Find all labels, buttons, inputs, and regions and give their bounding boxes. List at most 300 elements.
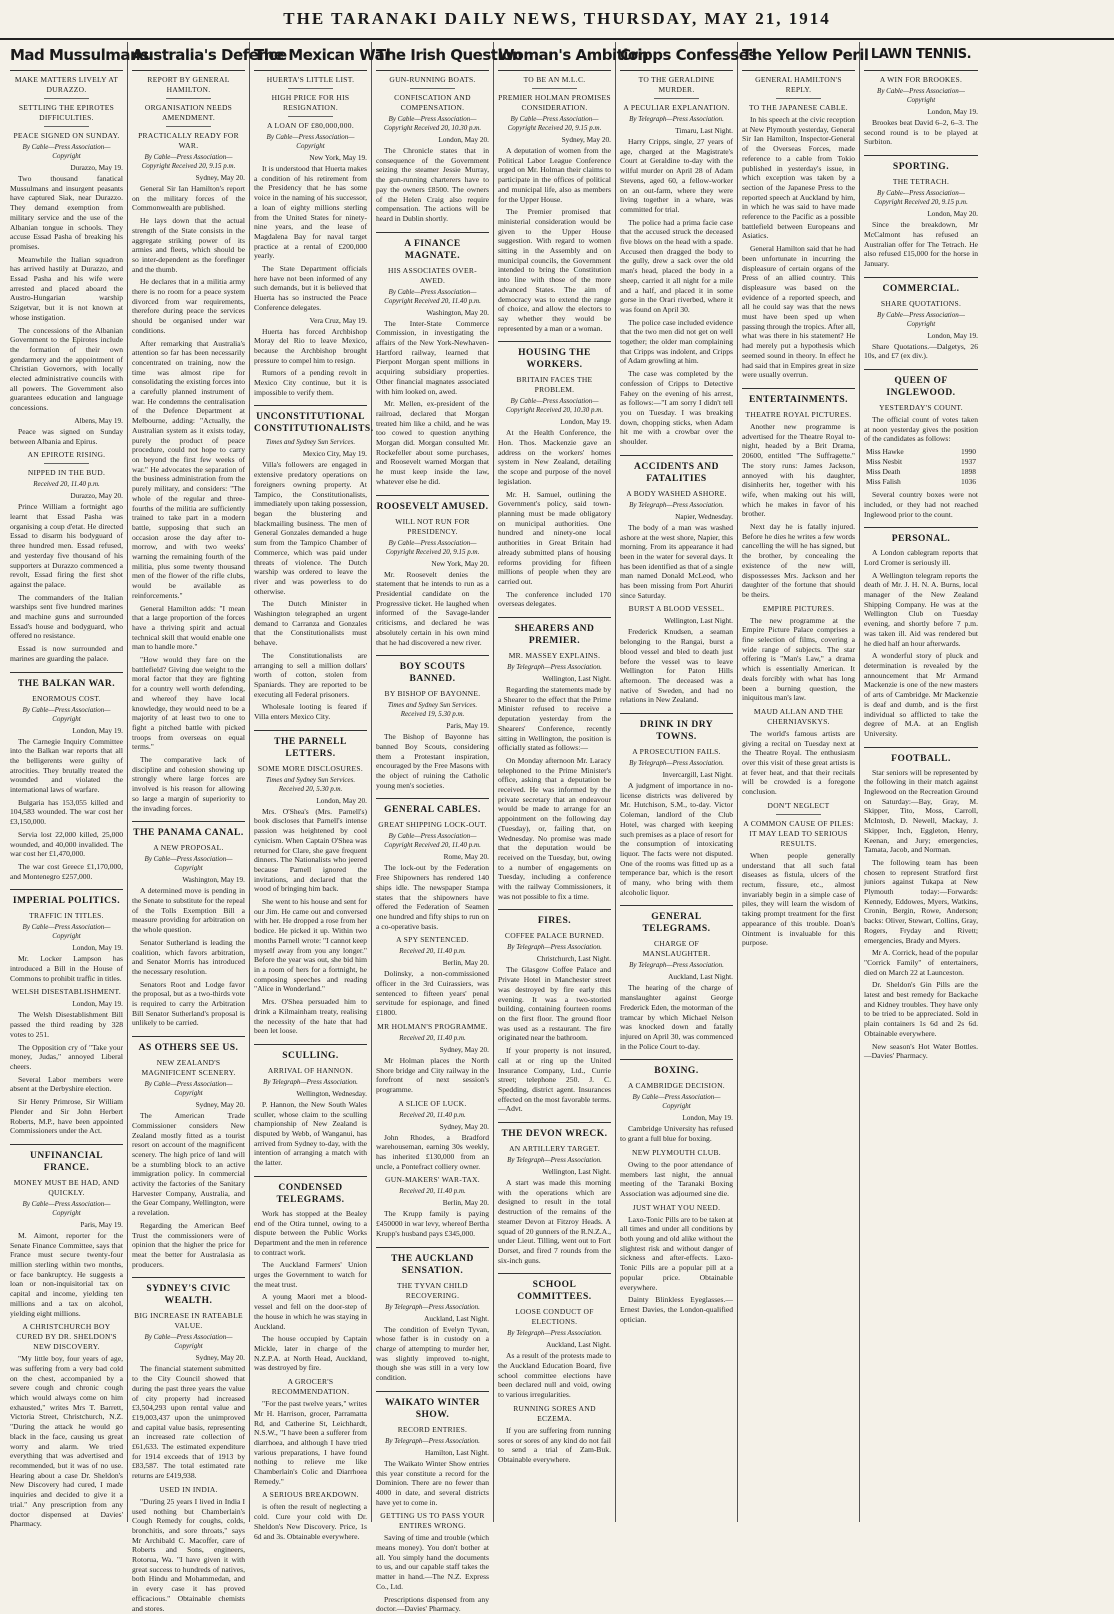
column-headline: The Irish Question (376, 42, 489, 71)
wire-credit: Times and Sydney Sun Services. (265, 438, 356, 447)
article-paragraph: The body of a man was washed ashore at the west shore, Napier, this morning. From its appearance it had been in the water for several days. It has been identified as that of a single man named Donald McLeod, who has been missing from Port Ahuriri since Saturday. (620, 522, 733, 600)
article-paragraph: The Welsh Disestablishment Bill passed the third reading by 328 votes to 251. (10, 1010, 123, 1039)
article (10, 1322, 123, 1529)
candidate-name: Miss Hawke (866, 447, 904, 457)
article-subhead: MAUD ALLAN AND THE CHERNIAVSKYS. (753, 706, 844, 726)
column-3 (250, 42, 392, 1541)
dateline: Sydney, May 20. (439, 1044, 489, 1054)
article-paragraph: He declares that in a militia army there is no room for a peace system divorced from war requirements, therefore during peace the services should be organised under war conditions. (132, 277, 245, 335)
article-subhead: AN ARTILLERY TARGET. (509, 1144, 600, 1154)
article-subhead: A WIN FOR BROOKES. (879, 75, 963, 84)
article-paragraph: A judgment of importance in no-license districts was delivered by Mr. Hutchison, S.M., to-day. Victor Coleman, landlord of the Club Hotel, was charged with keeping such premises as a place of resort for the consumption of intoxicating liquor. The facts were not disputed. One of the rooms was fitted up as a temperance bar, which is the resort of many, who bring with them alcoholic liquor. (620, 781, 733, 897)
article (864, 369, 978, 519)
article-subhead: NEW ZEALAND'S MAGNIFICENT SCENERY. (141, 1058, 236, 1078)
article (498, 1046, 611, 1114)
article-subhead: TRAFFIC IN TITLES. (29, 911, 104, 921)
article-headline: FIRES. (498, 909, 611, 927)
article (620, 905, 733, 1051)
article-headline: PERSONAL. (864, 527, 978, 545)
article (620, 455, 733, 601)
newspaper-columns (6, 42, 1108, 1614)
article-paragraph: Servia lost 22,000 killed, 25,000 wounded, and 40,000 invalided. The war cost her £1,470,000. (10, 829, 123, 859)
article-paragraph: "For the past twelve years," writes Mr H. Harrison, grocer, Parramatta Rd, and Catherine St, Leichhardt, N.S.W., "I have been a sufferer from diarrhoea, and although I have tried various preparations, I have found nothing to relieve me like Chamberlain's Colic and Diarrhoea Remedy." (254, 1399, 367, 1486)
dateline: Auckland, Last Night. (546, 1340, 611, 1350)
article-paragraph: Bulgaria has 153,055 killed and 104,583 wounded. The war cost her £3,150,000. (10, 797, 123, 827)
article-headline: GENERAL CABLES. (376, 798, 489, 816)
candidate-name: Miss Death (866, 467, 901, 477)
wire-credit: Received 20, 11.40 p.m. (399, 1187, 466, 1196)
article (376, 1511, 489, 1614)
vote-row (864, 477, 978, 487)
article-paragraph: The police had a prima facie case that the accused struck the deceased five blows on the head with a spade. Accused then dragged the body to the gully, drew a sack over the old man's head, placed the body in a sheep, carried it all night for a mile and a half, and placed it in some gorse in the Orari riverbed, where it was found on April 30. (620, 217, 733, 314)
article-paragraph: Rumors of a pending revolt in Mexico City continue, but it is impossible to verify them. (254, 368, 367, 397)
article-headline: THE PANAMA CANAL. (132, 821, 245, 839)
article-headline: SHEARERS AND PREMIER. (498, 617, 611, 647)
article-paragraph: Harry Cripps, single, 27 years of age, charged at the Magistrate's Court at Geraldine to-day with the wilful murder on April 28 of Adam Stevens, aged 60, a fellow-worker on an out-farm, where they were living together in a whare, was committed for trial. (620, 137, 733, 214)
article-subhead: LOOSE CONDUCT OF ELECTIONS. (515, 1307, 594, 1327)
article-subhead: RECORD ENTRIES. (397, 1424, 468, 1434)
article-paragraph: Mr. Locker Lampson has introduced a Bill in the House of Commons to prohibit traffic in titles. (10, 954, 123, 983)
article-subhead: A SERIOUS BREAKDOWN. (262, 1490, 359, 1500)
article-headline: WAIKATO WINTER SHOW. (376, 1391, 489, 1421)
dateline: Sydney, May 20. (561, 135, 611, 144)
article-paragraph: P. Hannon, the New South Wales sculler, whose claim to the sculling championship of New Zealand is disputed by Webb, of Wanganui, has arrived from Sydney to-day, with the intention of arranging a match with the latter. (254, 1099, 367, 1168)
article-subhead: A COMMON CAUSE OF PILES: IT MAY LEAD TO SERIOUS RESULTS. (743, 818, 854, 848)
wire-credit: By Telegraph—Press Association. (629, 115, 724, 123)
article-paragraph: Star seniors will be represented by the following in their match against Inglewood on the Recreation Ground on Saturday:—Bay, Gray, M. Skipper, Tito, Moss, Carroll, McIntosh, D. Newell, Mackay, J. Skipper, Inch, Eggleton, Henry, Keenan, and Jury; emergencies, Tamata, Jacob, and Norman. (864, 767, 978, 855)
article-headline: DRINK IN DRY TOWNS. (620, 713, 733, 743)
article-subhead: SHARE QUOTATIONS. (880, 298, 962, 308)
article-paragraph: Huerta has forced Archbishop Moray del Rio to leave Mexico, because the Archbishop brought pressure to compel him to resign. (254, 326, 367, 365)
article-paragraph: General Hamilton adds: "I mean that a large proportion of the forces have a thriving spirit and actual technical skill that would enable one man to handle more." (132, 603, 245, 652)
article-subhead: USED IN INDIA. (159, 1484, 218, 1494)
article (498, 1273, 611, 1400)
article-subhead: ENORMOUS COST. (32, 693, 101, 703)
article-paragraph: A young Maori met a blood-vessel and fell on the door-step of the house in which he was staying in Auckland. (254, 1292, 367, 1331)
article-paragraph: The financial statement submitted to the City Council showed that during the past three years the value of city property had increased £3,504,293 upon rental value and £19,003,437 upon the unimproved and capital value basis, representing an increased rate collection of £61,633. The estimated expenditure for 1914 exceeds that of 1913 by £83,587. The total estimated rate returns are £419,938. (132, 1364, 245, 1481)
wire-credit: By Cable—Press Association—Copyright Received 20, 9.15 p.m. (141, 153, 236, 170)
article-subhead: THE TYVAN CHILD RECOVERING. (397, 1280, 468, 1300)
article-subhead: SETTLING THE EPIROTES DIFFICULTIES. (18, 103, 115, 122)
article-paragraph: Cambridge University has refused to grant a full blue for boxing. (620, 1124, 733, 1144)
article-subhead: YESTERDAY'S COUNT. (879, 403, 963, 413)
column-headline: Australia's Defence (132, 42, 245, 71)
wire-credit: By Telegraph—Press Association. (629, 759, 724, 768)
article (864, 527, 978, 738)
article-paragraph: Frederick Knudsen, a seaman belonging to the Rangai, burst a blood vessel and bled to death just before the vessel was to leave Wellington for Paton Hills afternoon. The deceased was a native of Sweden, and had no relations in New Zealand. (620, 627, 733, 705)
article (620, 1148, 733, 1199)
article-paragraph: The hearing of the charge of manslaughter against George Frederick Eden, the motorman of the tramcar by which Michael Nelson was knocked down and fatally injured on April 30, was commenced in the Police Court to-day. (620, 983, 733, 1051)
article-subhead: PRACTICALLY READY FOR WAR. (138, 131, 239, 150)
article-subhead: GUN-MAKERS' WAR-TAX. (385, 1175, 480, 1185)
wire-credit: By Cable—Press Association—Copyright Received 20, 11.40 p.m. (384, 287, 481, 305)
article-subhead: SOME MORE DISCLOSURES. (257, 763, 364, 773)
article-paragraph: General Hamilton said that he had been unfortunate in incurring the displeasure of certain organs of the Press of an allied country. This displeasure was based on the evidence of a reported speech, and all he could say was that the news must have been sped up when passing through the tropics. After all, what was there in his statement? He had merely put a hypothesis which seemed sound in theory. In effect he had said that in Empires great in size were usually overrun. (742, 244, 855, 380)
wire-credit: By Cable—Press Association—Copyright (877, 87, 965, 104)
article (498, 1122, 611, 1265)
dateline: Wellington, Last Night. (664, 616, 733, 626)
dateline: Rome, May 20. (443, 852, 489, 862)
dateline: London, May 19. (927, 107, 978, 116)
article (254, 730, 367, 1036)
article-subhead: MR. MASSEY EXPLAINS. (508, 651, 601, 661)
dateline: Timaru, Last Night. (675, 126, 733, 135)
article-headline: FOOTBALL. (864, 747, 978, 765)
article-paragraph: Villa's followers are engaged in extensive predatory operations on foreigners owning property. At Tampico, the Constitutionalists, immediately upon taking possession, began the blustering and blackmailing business. The men of General Gonzales demanded a huge sum from the Tampico Chamber of Commerce, which was paid under threats of violence. The Dutch warship was ordered to leave the river and was powerless to do otherwise. (254, 460, 367, 596)
dateline: London, May 19. (72, 943, 123, 953)
article-subhead: MONEY MUST BE HAD, AND QUICKLY. (13, 1177, 120, 1197)
column-1 (6, 42, 149, 1529)
article (132, 821, 245, 1028)
article (376, 232, 489, 487)
article-subhead: THE TETRACH. (892, 177, 950, 187)
wire-credit: By Cable—Press Association—Copyright (22, 923, 111, 941)
wire-credit: By Telegraph—Press Association. (507, 1329, 602, 1338)
article-subhead: RUNNING SORES AND ECZEMA. (513, 1403, 596, 1423)
vote-row (864, 457, 978, 467)
candidate-name: Miss Nesbit (866, 457, 903, 467)
article-paragraph: Prince William a fortnight ago learnt that Essad Pasha was organising a coup d'etat. He directed Essad to disarm his bodyguard of three hundred men. Essad refused, and yesterday five thousand of his supporters at Durazzo commenced a revolt, Essad firing the first shot against the palace. (10, 502, 123, 589)
article-paragraph: Mr. H. Samuel, outlining the Government's policy, said town-planning must be made obligatory on municipal authorities. One hundred and ninety-one local authorities in Great Britain had already submitted plans of housing reforms providing for fifteen millions of people when they are carried out. (498, 489, 611, 586)
article (254, 1176, 367, 1373)
article (254, 1044, 367, 1168)
article-paragraph: In his speech at the civic reception at New Plymouth yesterday, General Sir Ian Hamilton, Inspector-General of the Overseas Forces, made reference to a cable from Tokio published in yesterday's issue, in which exception was taken by a section of the Japanese Press to the reported speech at Auckland by him, in which he was said to have made reference to the Pacific as a possible battlefield between Europeans and Asiatics. (742, 115, 856, 241)
divider-rule (776, 98, 821, 99)
wire-credit: Received 20, 11.40 p.m. (399, 1110, 466, 1119)
article (132, 1277, 245, 1480)
article-paragraph: The following team has been chosen to represent Stratford first juniors against Tukapa at New Plymouth today:—Forwards: Kennedy, Eddowes, Myers, Watkins, Cronin, Bergin, Rowe, Anderson; backs: Oliver, Stewart, Collins, Gray, Rogers, Fryday and Rivett; emergencies, Brady and Myers. (864, 857, 978, 945)
article-subhead: CHARGE OF MANSLAUGHTER. (642, 939, 711, 959)
candidate-votes: 1898 (961, 467, 976, 477)
wire-credit: By Cable—Press Association—Copyright (144, 1333, 233, 1351)
dateline: Wellington, Wednesday. (296, 1088, 367, 1098)
article-paragraph: "During 25 years I lived in India I used nothing but Chamberlain's Cough Remedy for coughs, colds, bronchitis, and sore throats," says Mr Archibald C. Macoffer, care of Roberts and Sons, engineers, Rotorua, Wa. "I have given it with great success to hundreds of natives, both Hindu and Mohammedan, and in every case it has proved efficacious." Obtainable chemists and stores. (132, 1496, 245, 1613)
article-paragraph: The Bishop of Bayonne has banned Boy Scouts, considering them a Protestant inspiration, encouraged by the Free Masons with the object of ruining the Catholic young men's societies. (376, 732, 489, 790)
article-paragraph: The Waikato Winter Show entries this year constitute a record for the Dominion. There are no fewer than 4000 in date, and several districts have yet to come in. (376, 1458, 489, 1507)
column-headline: The Mexican War (254, 42, 367, 71)
article-subhead: TO THE GERALDINE MURDER. (638, 75, 715, 94)
article (742, 604, 855, 703)
article-paragraph: The Inter-State Commerce Commission, in investigating the affairs of the New York-Newhaven-Hartford railway, learned that Pierpont Morgan spent millions in acquiring subsidiary properties. Other financial magnates associated with him looked on, awed. (376, 318, 489, 396)
article-subhead: NIPPED IN THE BUD. (27, 468, 106, 478)
article (620, 1203, 733, 1325)
article (498, 341, 611, 609)
article (254, 316, 367, 398)
article-paragraph: Share Quotations.—Dalgetys, 26 10s, and £7 (ex div.). (864, 341, 978, 361)
article-subhead: JUST WHAT YOU NEED. (632, 1202, 721, 1212)
article-paragraph: A London cablegram reports that Lord Cromer is seriously ill. (864, 548, 978, 567)
article-subhead: WELSH DISESTABLISHMENT. (11, 987, 122, 997)
article-paragraph: Mrs. O'Shea's (Mrs. Parnell's) book discloses that Parnell's intense passion was heightened by cool cynicism. When Captain O'Shea was returned for Clare, she gave frequent dinners. The Nationalists who jeered because Parnell ignored the invitations, and declared that the wood of bringing him back. (254, 806, 367, 894)
dateline: Berlin, May 20. (442, 958, 489, 968)
column-5 (494, 42, 648, 1522)
article (498, 75, 611, 333)
article (498, 617, 611, 901)
article-headline: ENTERTAINMENTS. (742, 388, 855, 406)
wire-credit: By Cable—Press Association—Copyright (632, 1093, 721, 1111)
article (376, 935, 489, 1018)
article-subhead: GREAT SHIPPING LOCK-OUT. (378, 820, 487, 830)
article (254, 405, 374, 722)
divider-rule (44, 98, 89, 99)
dateline: Durazzo, May 19. (70, 163, 123, 172)
column-headline: Mad Mussulmans (10, 42, 123, 71)
article-paragraph: A start was made this morning with the operations which are designed to result in the total destruction of the remains of the steamer Devon at Fitzroy Heads. A squad of 20 gunners of the R.N.Z.A., under Lieut. Tilling, went out to Fort Dorset, and fired 7 rounds from the six-inch guns. (498, 1178, 611, 1265)
wire-credit: Received 20, 11.40 p.m. (399, 947, 466, 956)
article-paragraph: After remarking that Australia's attention so far has been necessarily concentrated on training, now the time was almost ripe for consolidating the existing forces into a carefully planned instrument of war. He condemns the centralisation of the Defence Department at Melbourne, adding: "Actually, the Australian system as it exists today, purely the product of peace procedure, could not hope to carry on beyond the first few weeks of war." He advocates the separation of the business administration from the purely military, and considers: "The whole of the regular and three-fourths of the militia are sufficiently trained to take part in a modern battle, supposing that such an occasion arose the day after to-morrow, and with two weeks' warning the remaining fourth of the militia, plus some twenty thousand men of the flower of the rifle clubs, would be available as reinforcements." (132, 338, 245, 600)
dateline: Auckland, Last Night. (424, 1313, 489, 1323)
column-4 (372, 42, 523, 1614)
dateline: London, May 19. (927, 330, 978, 340)
article-paragraph: The Glasgow Coffee Palace and Private Hotel in Manchester street was destroyed by fire early this evening. It was a two-storied building, containing fourteen rooms on the first floor. The ground floor was used as a restaurant. The fire originated near the bathroom. (498, 965, 611, 1043)
article (864, 155, 978, 269)
masthead (0, 0, 1114, 40)
article-subhead: ORGANISATION NEEDS AMENDMENT. (144, 103, 233, 122)
article-subhead: A BODY WASHED ASHORE. (626, 488, 727, 498)
article-paragraph: Senator Sutherland is leading the coalition, which favors arbitration, and Senator Morris has introduced the necessary resolution. (132, 937, 245, 976)
article-paragraph: Dolinsky, a non-commissioned officer in the 3rd Cuirassiers, was sentenced to fifteen years' penal servitude for espionage, and fined £1800. (376, 969, 489, 1018)
article-paragraph: The Constitutionalists are arranging to sell a million dollars' worth of cotton, stolen from Spaniards. They are reported to be executing all Federal prisoners. (254, 650, 367, 699)
article-paragraph: The conference included 170 overseas delegates. (498, 589, 611, 609)
dateline: Berlin, May 20. (442, 1198, 489, 1208)
dateline: Sydney, May 20. (195, 173, 245, 182)
article-paragraph: Next day he is fatally injured. Before he dies he writes a few words cancelling the will he has signed, but the brother, by concealing the existence of the new will, dispossesses Mrs. Jackson and her daughter of the fortune that should be theirs. (742, 522, 855, 599)
article-paragraph: The condition of Evelyn Tyvan, whose father is in custody on a charge of attempting to murder her, was slightly improved to-night, though she was still in a very low condition. (376, 1324, 489, 1383)
article-paragraph: New season's Hot Water Bottles.—Davies' Pharmacy. (864, 1041, 978, 1061)
article (742, 75, 855, 380)
dateline: New York, May 20. (431, 558, 489, 568)
wire-credit: By Cable—Press Association—Copyright Received 20, 11.40 p.m. (384, 832, 481, 850)
wire-credit: By Cable—Press Association—Copyright Received 20, 9.15 p.m. (874, 189, 968, 207)
vote-row (864, 467, 978, 477)
candidate-votes: 1990 (961, 447, 976, 457)
column-headline: LAWN TENNIS. (864, 42, 978, 71)
article-paragraph: If your property is not insured, call at or ring up the United Insurance Company, Ltd., Currie street; telephone 250. J. C. Spedding, district agent. Insurances effected on the most favorable terms.—Advt. (498, 1046, 611, 1114)
article-subhead: CONFISCATION AND COMPENSATION. (394, 93, 471, 112)
article-paragraph: The case was completed by the confession of Cripps to Detective Fahey on the evening of his arrest, as follows:—"I am sorry I didn't tell you on Tuesday. I was breaking down, chopping sticks, when Adam hit me with a crowbar over the shoulder. (620, 369, 733, 447)
article-paragraph: The Dutch Minister in Washington telegraphed an urgent demand to Carranza and Gonzales that the Constitutionalists must behave. (254, 599, 367, 648)
article-subhead: REPORT BY GENERAL HAMILTON. (147, 75, 230, 94)
wire-credit: By Telegraph—Press Association. (385, 1436, 480, 1445)
article-paragraph: It is understood that Huerta makes a condition of his retirement from the Presidency that he has some voice in the naming of his successor, a loan of eighty millions sterling from the United States for ninety-nine years, and the lease of Magdalena Bay for naval target practice at a rental of £200,000 yearly. (254, 164, 367, 261)
article-paragraph: As a result of the protests made to the Auckland Education Board, five school committee elections have been declared null and void, owing to various irregularities. (498, 1351, 611, 1400)
article (742, 801, 855, 948)
dateline: London, May 20. (438, 135, 489, 144)
article-subhead: WILL NOT RUN FOR PRESIDENCY. (395, 516, 470, 536)
dateline: Sydney, May 20. (195, 1100, 245, 1110)
article-headline: THE AUCKLAND SENSATION. (376, 1247, 489, 1277)
dateline: Christchurch, Last Night. (536, 954, 611, 964)
dateline: London, May 20. (316, 795, 367, 805)
article (742, 707, 855, 797)
article-paragraph: A determined move is pending in the Senate to substitute for the repeal of the Tolls Exemption Bill a measure providing for arbitration on the whole question. (132, 886, 245, 935)
article-headline: UNCONSTITUTIONAL CONSTITUTIONALISTS. (254, 405, 367, 435)
article-headline: CONDENSED TELEGRAMS. (254, 1176, 367, 1206)
article-subhead: HIS ASSOCIATES OVER-AWED. (388, 265, 477, 285)
article-subhead: BIG INCREASE IN RATEABLE VALUE. (134, 1311, 243, 1331)
article-subhead: GUN-RUNNING BOATS. (389, 75, 476, 84)
article-paragraph: He lays down that the actual strength of the State consists in the aggregate striking power of its armies and fleets, which should be so inter-dependent as the forefinger and the thumb. (132, 216, 245, 274)
article (132, 1485, 245, 1613)
article (254, 1490, 367, 1541)
article-paragraph: The official count of votes taken at noon yesterday gives the position of the candidates as follows: (864, 415, 978, 444)
article (132, 75, 245, 813)
column-6 (616, 42, 757, 1522)
article (10, 450, 123, 663)
dateline: Albens, May 19. (74, 415, 123, 425)
article-headline: A FINANCE MAGNATE. (376, 232, 489, 262)
article-headline: THE BALKAN WAR. (10, 672, 123, 690)
article-paragraph: Regarding the American Beef Trust the commissioners were of opinion that the higher the price for meat the better for Australasia as producers. (132, 1220, 245, 1269)
wire-credit: Received 20, 11.40 p.m. (399, 1033, 466, 1042)
article-subhead: DON'T NEGLECT (767, 800, 830, 810)
article-paragraph: The war cost Greece £1,170,000, and Montenegro £257,000. (10, 861, 123, 881)
article (864, 747, 978, 978)
article-headline: SPORTING. (864, 155, 978, 173)
article-headline: UNFINANCIAL FRANCE. (10, 1144, 123, 1174)
wire-credit: By Telegraph—Press Association. (629, 500, 724, 509)
article-paragraph: Mr Holman places the North Shore bridge and City railway in the forefront of next session's programme. (376, 1055, 489, 1094)
article-subhead: A GROCER'S RECOMMENDATION. (271, 1377, 350, 1397)
article-headline: SCULLING. (254, 1044, 367, 1062)
article-headline: COMMERCIAL. (864, 277, 978, 295)
article (376, 1099, 489, 1172)
article (376, 1391, 489, 1508)
article-paragraph: If you are suffering from running sores or sores of any kind do not fail to send a trial of Zam-Buk. Obtainable everywhere. (498, 1425, 611, 1464)
article-subhead: MR HOLMAN'S PROGRAMME. (377, 1021, 488, 1031)
vote-row (864, 447, 978, 457)
article-paragraph: M. Aimont, reporter for the Senate Finance Committee, says that France must secure twenty-four million sterling within two months, or face bankruptcy. He suggests a loan or non-inquisitorial tax on capital and income, yielding ten millions and a tax on alcohol, yielding eight millions. (10, 1230, 123, 1318)
article-subhead: A SLICE OF LUCK. (398, 1098, 467, 1108)
article-subhead: HIGH PRICE FOR HIS RESIGNATION. (271, 93, 350, 112)
candidate-name: Miss Falish (866, 477, 901, 487)
article-headline: IMPERIAL POLITICS. (10, 889, 123, 907)
article-paragraph: Essad is now surrounded and marines are guarding the palace. (10, 644, 123, 663)
article (376, 1247, 489, 1383)
article-headline: ROOSEVELT AMUSED. (376, 495, 489, 513)
dateline: Auckland, Last Night. (668, 972, 733, 982)
wire-credit: By Cable—Press Association—Copyright (877, 310, 965, 328)
article (254, 75, 367, 313)
article-paragraph: "How would they fare on the battlefield? Giving due weight to the moral factor that they are fighting for a country well worth defending, and whereof they have local knowledge, they would need to be a majority of at least two to one to fight a pitched battle with picked troops from overseas on equal terms." (132, 655, 245, 752)
article (132, 1036, 245, 1269)
wire-credit: By Cable—Press Association—Copyright Received 20, 9.15 p.m. (507, 115, 602, 132)
dateline: Paris, May 19. (446, 721, 489, 731)
article-paragraph: The comparative lack of discipline and cohesion showing up strongly where large forces are involved is his reason for allowing so large a margin of superiority to the invading forces. (132, 755, 245, 813)
article-paragraph: The Auckland Farmers' Union urges the Government to watch for the meat trust. (254, 1260, 367, 1289)
article-paragraph: The Carnegie Inquiry Committee into the Balkan war reports that all the belligerents were guilty of atrocities. They brutally treated the wounded and violated the international laws of warfare. (10, 736, 123, 795)
article-headline: THE DEVON WRECK. (498, 1122, 611, 1140)
article (10, 889, 123, 983)
divider-rule (288, 116, 333, 117)
wire-credit: By Telegraph—Press Association. (507, 663, 602, 672)
article-subhead: A CHRISTCHURCH BOY CURED BY DR. SHELDON'S NEW DISCOVERY. (16, 1322, 117, 1352)
divider-rule (532, 88, 577, 89)
dateline: Washington, May 19. (182, 875, 245, 885)
dateline: Paris, May 19. (80, 1219, 123, 1229)
divider-rule (288, 88, 333, 89)
article-paragraph: "My little boy, four years of age, was suffering from a very bad cold on the chest, accompanied by a severe cough and chronic cough which would always come on him exhausted," writes Mrs T. Barrett, Victoria Street, Christchurch, N.Z. "During the attack he would go black in the face, causing us great worry and alarm. We tried everything that was advertised and recommended, but it was of no use. Hearing about a case Dr. Sheldon's New Discovery had cured, I made inquiries and decided to give it a trial." Any prescription from any doctor dispensed at Davies' Pharmacy. (10, 1354, 123, 1529)
article-paragraph: Owing to the poor attendance of members last night, the annual meeting of the Taranaki Boxing Association was adjourned sine die. (620, 1159, 733, 1198)
wire-credit: By Cable—Press Association—Copyright Received 20, 10.30 p.m. (505, 397, 604, 415)
divider-rule (654, 98, 699, 99)
wire-credit: Received 20, 11.40 p.m. (33, 480, 100, 489)
article-subhead: A CAMBRIDGE DECISION. (628, 1081, 725, 1091)
article-paragraph: The new programme at the Empire Picture Palace comprises a fine selection of films, covering a wide range of subjects. The star offering is "Man's Law," a drama which is essentially American. It deals forcibly with what has long been a burning question, the iniquitous man's law. (742, 615, 855, 703)
article-subhead: TO THE JAPANESE CABLE. (749, 103, 848, 112)
article-subhead: BY BISHOP OF BAYONNE. (384, 689, 481, 699)
article (864, 75, 978, 147)
article-headline: THE PARNELL LETTERS. (254, 730, 367, 760)
article (10, 75, 123, 413)
wire-credit: By Cable—Press Association—Copyright (144, 1080, 233, 1098)
divider-rule (776, 814, 821, 815)
vote-count-table (864, 447, 978, 487)
divider-rule (410, 88, 455, 89)
article-subhead: PREMIER HOLMAN PROMISES CONSIDERATION. (498, 93, 611, 112)
article-paragraph: A wonderful story of pluck and determination is revealed by the announcement that Mr Armand Mackenzie is one of the new masters of arts of Cambridge. Mr Mackenzie is deaf and dumb, and is the first individual so afflicted to take the degree of M.A. at an English University. (864, 651, 978, 738)
dateline: New York, May 19. (309, 153, 367, 162)
article-subhead: A LOAN OF £80,000,000. (266, 121, 355, 130)
article-paragraph: Another new programme is advertised for the Theatre Royal to-night, headed by a Brit Drama, 20600, entitled "The Suffragette." The story runs: James Jackson, annoyed with his daughter, disinherits her, together with his wife, when making out his will, which he makes in favor of his brother. (742, 421, 855, 519)
article-paragraph: Several Labor members were absent at the Derbyshire election. (10, 1074, 123, 1094)
article-paragraph: The police case included evidence that the two men did not get on well together; the older man complaining that Cripps was indolent, and Cripps of Adam growling at him. (620, 317, 733, 366)
article-headline: GENERAL TELEGRAMS. (620, 905, 733, 935)
article-paragraph: The Premier promised that ministerial consideration would be given to the Upper House suggestion. With regard to women sitting in the Assembly and on municipal councils, the Government intended to bring the Constitution into line with those of the more advanced States. The aim of democracy was to extend the range of choice, and allow the electors to say whether they would be represented by a man or a woman. (498, 207, 611, 333)
article-paragraph: Mr A. Corrick, head of the popular "Corrick Family" of entertainers, died on March 22 at Launceston. (864, 948, 978, 977)
column-headline: Cripps Confesses (620, 42, 733, 71)
wire-credit: By Telegraph—Press Association. (507, 1156, 602, 1165)
article-paragraph: General Sir Ian Hamilton's report on the military forces of the Commonwealth are published. (132, 184, 245, 213)
article-paragraph: The lock-out by the Federation Free Shipowners has rendered 140 ships idle. The newspaper Stampa states that the shipowners have offered the Federation of Seamen one hundred and fifty ships to run on a co-operative basis. (376, 863, 489, 931)
dateline: Wellington, Last Night. (542, 1167, 611, 1177)
divider-rule (166, 126, 211, 127)
article-subhead: NEW PLYMOUTH CLUB. (632, 1147, 721, 1157)
article (620, 604, 733, 705)
wire-credit: Times and Sydney Sun Services. Received 19, 5.30 p.m. (387, 701, 478, 719)
wire-credit: By Telegraph—Press Association. (263, 1077, 358, 1086)
dateline: Invercargill, Last Night. (662, 770, 733, 780)
wire-credit: By Cable—Press Association—Copyright (266, 133, 355, 150)
article-paragraph: Senators Root and Lodge favor the proposal, but as a two-thirds vote is required to carry the Arbitration Bill Senator Sutherland's proposal is unlikely to be carried. (132, 979, 245, 1028)
article-paragraph: Mr. Mellen, ex-president of the railroad, declared that Morgan treated him like a child, and he was too cowed to question anything Morgan did. Morgan consulted Mr. Rockefeller about some purchases, and Roosevelt warned Morgan that he must keep inside the law, whatever else he did. (376, 399, 489, 486)
article-paragraph: A deputation of women from the Political Labor League Conference urged on Mr. Holman their claims to participate in the offices of political and municipal life, also as members for the Upper House. (498, 146, 611, 204)
article-paragraph: Regarding the statements made by a Shearer to the effect that the Prime Minister refused to receive a deputation yesterday from the Shearers' Conference, recently sitting in Wellington, the position is officially stated as follows:— (498, 685, 611, 753)
article (376, 798, 489, 931)
article-headline: QUEEN OF INGLEWOOD. (864, 369, 978, 399)
wire-credit: By Cable—Press Association—Copyright Received 20, 10.30 p.m. (383, 115, 482, 132)
column-2 (128, 42, 287, 1613)
article (376, 1175, 489, 1238)
article-paragraph: Two thousand fanatical Mussulmans and insurgent peasants have captured Siak, near Durazzo. They demand exemption from military service and the use of the Albanian tongue in schools. They accuse Essad Pasha of breaking his promises. (10, 174, 123, 251)
wire-credit: By Cable—Press Association—Copyright (22, 143, 111, 160)
article-paragraph: Mr. Roosevelt denies the statement that he intends to run as a Presidential candidate on the Progressive ticket. He laughed when informed of the Savage-lander criticisms, and declared he was absolutely certain in his own mind that he had discovered a new river. (376, 569, 489, 647)
article-paragraph: At the Health Conference, the Hon. Thos. Mackenzie gave an address on the workers' homes system in New Zealand, detailing the scope and purpose of the novel legislation. (498, 428, 611, 486)
article-subhead: A PROSECUTION FAILS. (632, 747, 721, 757)
column-8 (860, 42, 982, 1522)
article-paragraph: When people generally understand that all such fatal diseases as fistula, ulcers of the rectum, fissure, etc., almost invariably begin in a simple case of piles, they will learn the wisdom of taking prompt treatment for the first appearance of this trouble. Doan's Ointment is invaluable for this purpose. (742, 850, 855, 948)
wire-credit: By Cable—Press Association—Copyright (22, 1199, 111, 1217)
wire-credit: By Cable—Press Association—Copyright (22, 705, 111, 723)
article-headline: AS OTHERS SEE US. (132, 1036, 245, 1054)
article-paragraph: Mrs. O'Shea persuaded him to drink a Kilmainham treaty, realising the necessity of the hate that had been let loose. (254, 997, 367, 1036)
article-subhead: TO BE AN M.L.C. (523, 75, 586, 84)
wire-credit: By Telegraph—Press Association. (507, 943, 602, 952)
article-subhead: A NEW PROPOSAL. (153, 843, 224, 853)
article (620, 1059, 733, 1143)
article-subhead: THEATRE ROYAL PICTURES. (745, 409, 852, 419)
dateline: Mexico City, May 19. (302, 449, 367, 459)
